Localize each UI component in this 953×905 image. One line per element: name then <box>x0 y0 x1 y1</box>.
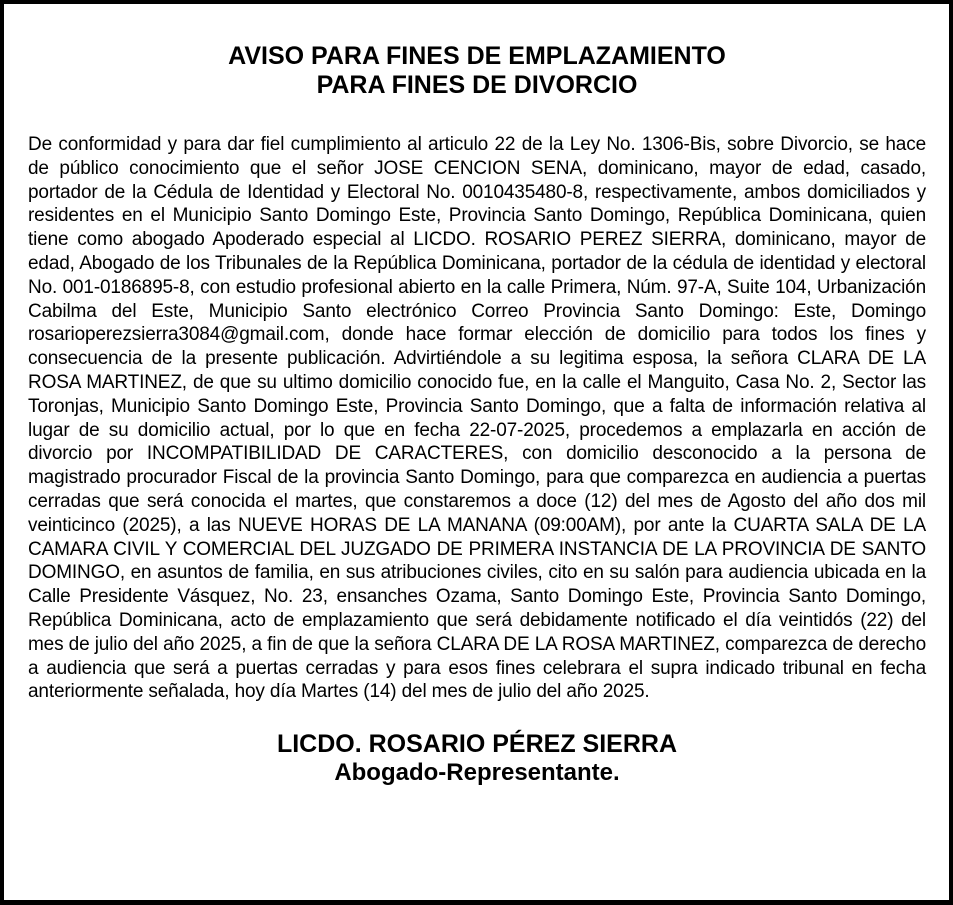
notice-body: De conformidad y para dar fiel cumplimiento al articulo 22 de la Ley No. 1306-Bis, sobre Divorcio, se hace de público conocimiento que el señor JOSE CENCION SENA, dominicano, mayor de edad, casado, portador de la Cédula de Identidad y Electoral No. 0010435480-8, respectivamente, ambos domiciliados y residentes en el Municipio Santo Domingo Este, Provincia Santo Domingo, República Dominicana, quien tiene como abogado Apoderado especial al LICDO. ROSARIO PEREZ SIERRA, dominicano, mayor de edad, Abogado de los Tribunales de la República Dominicana, portador de la cédula de identidad y electoral No. 001-0186895-8, con estudio profesional abierto en la calle Primera, Núm. 97-A, Suite 104, Urbanización Cabilma del Este, Municipio Santo electrónico Correo Provincia Santo Domingo: Este, Domingo rosarioperezsierra3084@gmail.com, donde hace formar elección de domicilio para todos los fines y consecuencia de la presente publicación. Advirtiéndole a su legitima esposa, la señora CLARA DE LA ROSA MARTINEZ, de que su ultimo domicilio conocido fue, en la calle el Manguito, Casa No. 2, Sector las Toronjas, Municipio Santo Domingo Este, Provincia Santo Domingo, que a falta de información relativa al lugar de su domicilio actual, por lo que en fecha 22-07-2025, procedemos a emplazarla en acción de divorcio por INCOMPATIBILIDAD DE CARACTERES, con domicilio desconocido a la persona de magistrado procurador Fiscal de la provincia Santo Domingo, para que comparezca en audiencia a puertas cerradas que será conocida el martes, que constaremos a doce (12) del mes de Agosto del año dos mil veinticinco (2025), a las NUEVE HORAS DE LA MANANA (09:00AM), por ante la CUARTA SALA DE LA CAMARA CIVIL Y COMERCIAL DEL JUZGADO DE PRIMERA INSTANCIA DE LA PROVINCIA DE SANTO DOMINGO, en asuntos de familia, en sus atribuciones civiles, cito en su salón para audiencia ubicada en la Calle Presidente Vásquez, No. 23, ensanches Ozama, Santo Domingo Este, Provincia Santo Domingo, República Dominicana, acto de emplazamiento que será debidamente notificado el día veintidós (22) del mes de julio del año 2025, a fin de que la señora CLARA DE LA ROSA MARTINEZ, comparezca de derecho a audiencia que será a puertas cerradas y para esos fines celebrara el supra indicado tribunal en fecha anteriormente señalada, hoy día Martes (14) del mes de julio del año 2025. <box>28 134 926 703</box>
notice-title <box>28 42 926 100</box>
signature-block <box>28 730 926 786</box>
notice-title-line-1: AVISO PARA FINES DE EMPLAZAMIENTO <box>228 42 726 70</box>
signature-role: Abogado-Representante. <box>334 759 620 787</box>
notice-title-line-2: PARA FINES DE DIVORCIO <box>316 71 638 99</box>
signature-name: LICDO. ROSARIO PÉREZ SIERRA <box>276 730 678 759</box>
